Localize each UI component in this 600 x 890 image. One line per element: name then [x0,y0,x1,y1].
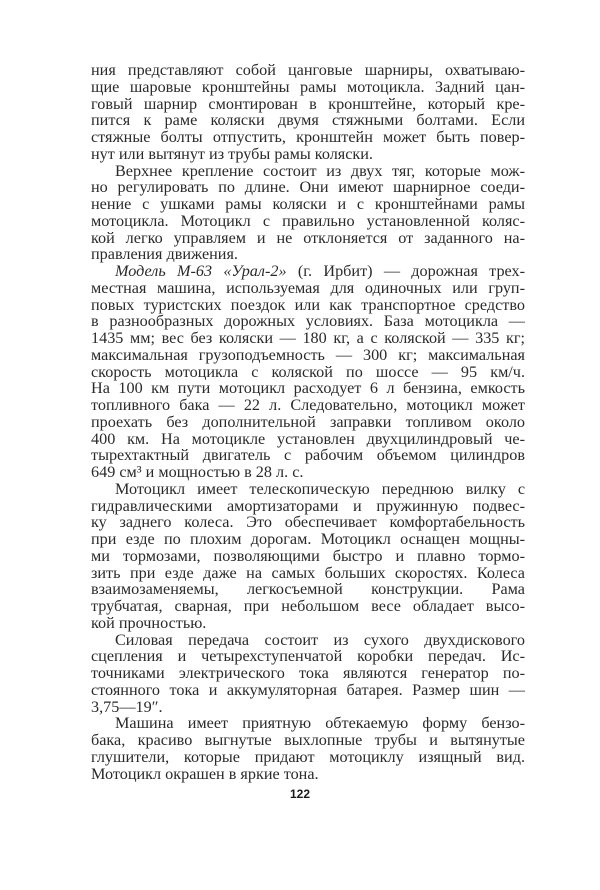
text-line: стяжные болты отпустить, кронштейн может быть повер- [91,128,525,146]
text-line: 400 км. На мотоцикле установлен двухцилиндровый че- [91,429,525,448]
text-line: 1435 мм; вес без коляски — 180 кг, а с коляской — 335 кг; [91,329,525,347]
text-line: правления движения. [91,245,238,264]
text-line: мотоцикла. Мотоцикл с правильно установленной коляс- [91,211,525,230]
text-line: кой прочностью. [91,613,207,632]
text-line: тырехтактный двигатель с рабочим объемом цилиндров [91,446,525,465]
text-line: пится к раме коляски двумя стяжными болтами. Если [91,111,525,130]
paragraph-1 [91,62,525,163]
text-line: местная машина, используемая для одиночных или груп- [91,278,525,297]
text-line: топливного бака — 22 л. Следовательно, мотоцикл может [91,396,525,414]
text-line: скорость мотоцикла с коляской по шоссе — 95 км/ч. [91,362,525,381]
text-line: Мотоцикл окрашен в яркие тона. [91,764,319,783]
model-name: Модель М-63 «Урал-2» [115,262,287,280]
text-line: нение с ушками рамы коляски и с кронштейнами рамы [91,195,525,213]
paragraph-3-model [91,263,525,481]
text-line: взаимозаменяемы, легкосъемной конструкции. Рама [91,580,525,599]
text-line: Мотоцикл имеет телескопическую переднюю вилку с [115,479,525,498]
text-line: нут или вытянут из трубы рамы коляски. [91,144,373,163]
text-line: Силовая передача состоит из сухого двухдискового [115,630,525,649]
text-line: На 100 км пути мотоцикл расходует 6 л бензина, емкость [91,379,525,398]
text-line: максимальная грузоподъемность — 300 кг; максимальная [91,345,525,364]
text-line: Машина имеет приятную обтекаемую форму бензо- [115,714,525,733]
text-line [91,263,525,280]
page-number: 122 [289,787,311,801]
paragraph-2 [91,163,525,264]
text-line: но регулировать по длине. Они имеют шарнирное соеди- [91,178,525,197]
text-line: проехать без дополнительной заправки топливом около [91,412,525,431]
text-line: точниками электрического тока являются генератор по- [91,664,525,682]
document-page [91,62,525,782]
text-line: ния представляют собой цанговые шарниры, охватываю- [91,61,525,79]
paragraph-4 [91,481,525,632]
text-span: (г. Ирбит) — дорожная трех- [286,262,526,280]
text-line: Верхнее крепление состоит из двух тяг, которые мож- [115,161,525,180]
text-line: трубчатая, сварная, при небольшом весе обладает высо- [91,597,525,615]
text-line: кой легко управляем и не отклоняется от заданного на- [91,228,525,247]
text-line: 3,75—19″. [91,697,163,716]
text-line: повых туристских поездок или как транспортное средство [91,295,525,314]
paragraph-6 [91,715,525,782]
text-line: 649 см³ и мощностью в 28 л. с. [91,463,304,481]
text-line: сцепления и четырехступенчатой коробки передач. Ис- [91,647,525,666]
text-line: при езде по плохим дорогам. Мотоцикл оснащен мощны- [91,530,525,548]
paragraph-5 [91,632,525,716]
text-line: говый шарнир смонтирован в кронштейне, который кре- [91,94,525,113]
text-line: щие шаровые кронштейны рамы мотоцикла. Задний цан- [91,77,525,96]
text-line: ми тормозами, позволяющими быстро и плавно тормо- [91,546,525,565]
text-line: стоянного тока и аккумуляторная батарея. Размер шин — [91,680,525,699]
text-line: ку заднего колеса. Это обеспечивает комфортабельность [91,513,525,532]
text-line: в разнообразных дорожных условиях. База мотоцикла — [91,312,525,331]
text-line: бака, красиво выгнутые выхлопные трубы и вытянутые [91,731,525,749]
text-line: зить при езде даже на самых больших скоростях. Колеса [91,563,525,582]
text-line: глушители, которые придают мотоциклу изящный вид. [91,747,525,766]
text-line: гидравлическими амортизаторами и пружинную подвес- [91,496,525,515]
